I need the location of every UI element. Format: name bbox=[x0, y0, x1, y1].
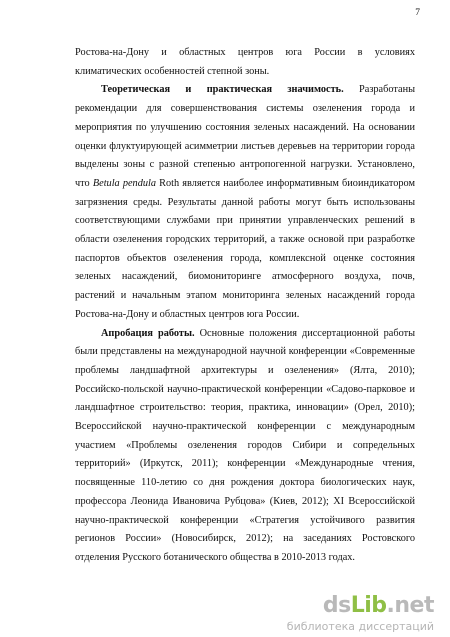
watermark-logo-ds: ds bbox=[322, 593, 351, 618]
watermark-logo-net: .net bbox=[386, 593, 434, 618]
approbation-text: Основные положения диссертационной работы были представлены на международной научной конференции «Современные проблемы ландшафтной архитектуры и озеленения» (Ялта, 2010); Российско-польской научно-практической конференции «Садово-парковое и ландшафтное строительство: теория, практика, инновации» (Орел, 2010); Всероссийской научно-практической конференции с международным участием «Проблемы озеленения городов Сибири и сопредельных территорий» (Иркутск, 2011); конференции «Международные чтения, посвященные 110-летию со дня рождения доктора биологических наук, профессора Леонида Ивановича Рубцова» (Киев, 2012); XI Всероссийской научно-практической конференции «Стратегия устойчивого развития регионов России» (Новосибирск, 2012); на заседаниях Ростовского отделения Русского ботанического общества в 2010-2013 годах. bbox=[75, 327, 416, 563]
watermark bbox=[266, 593, 436, 633]
paragraph-significance bbox=[75, 81, 415, 324]
paragraph-intro bbox=[75, 44, 415, 81]
paragraph-approbation bbox=[75, 325, 415, 568]
page-number: 7 bbox=[415, 8, 420, 18]
significance-text-after: Roth является наиболее информативным биоиндикатором загрязнения среды. Результаты данной работы могут быть использованы соответствующими службами при принятии управленческих решений в области озеленения городских территорий, а также основой при разработке паспортов объектов озеленения города, комплексной оценке состояния зеленых насаждений, биомониторинге атмосферного воздуха, почв, растений и начальным этапом мониторинга зеленых насаждений города Ростова-на-Дону и областных центров юга России. bbox=[75, 177, 415, 320]
watermark-logo-lib: Lib bbox=[350, 593, 387, 618]
document-body bbox=[75, 44, 415, 568]
watermark-subtitle: библиотека диссертаций bbox=[286, 620, 434, 633]
significance-heading: Теоретическая и практическая значимость. bbox=[101, 84, 344, 96]
approbation-heading: Апробация работы. bbox=[101, 327, 195, 339]
species-name: Betula pendula bbox=[92, 177, 157, 189]
significance-text-before: Разработаны рекомендации для совершенствования системы озеленения города и мероприятия по улучшению состояния зеленых насаждений. На основании оценки флуктуирующей асимметрии листьев деревьев на территории города выделены зоны с разной степенью антропогенной нагрузки. Установлено, что bbox=[75, 84, 415, 189]
paragraph-intro-text: Ростова-на-Дону и областных центров юга России в условиях климатических особенностей степной зоны. bbox=[75, 47, 415, 77]
watermark-logo bbox=[323, 593, 434, 618]
